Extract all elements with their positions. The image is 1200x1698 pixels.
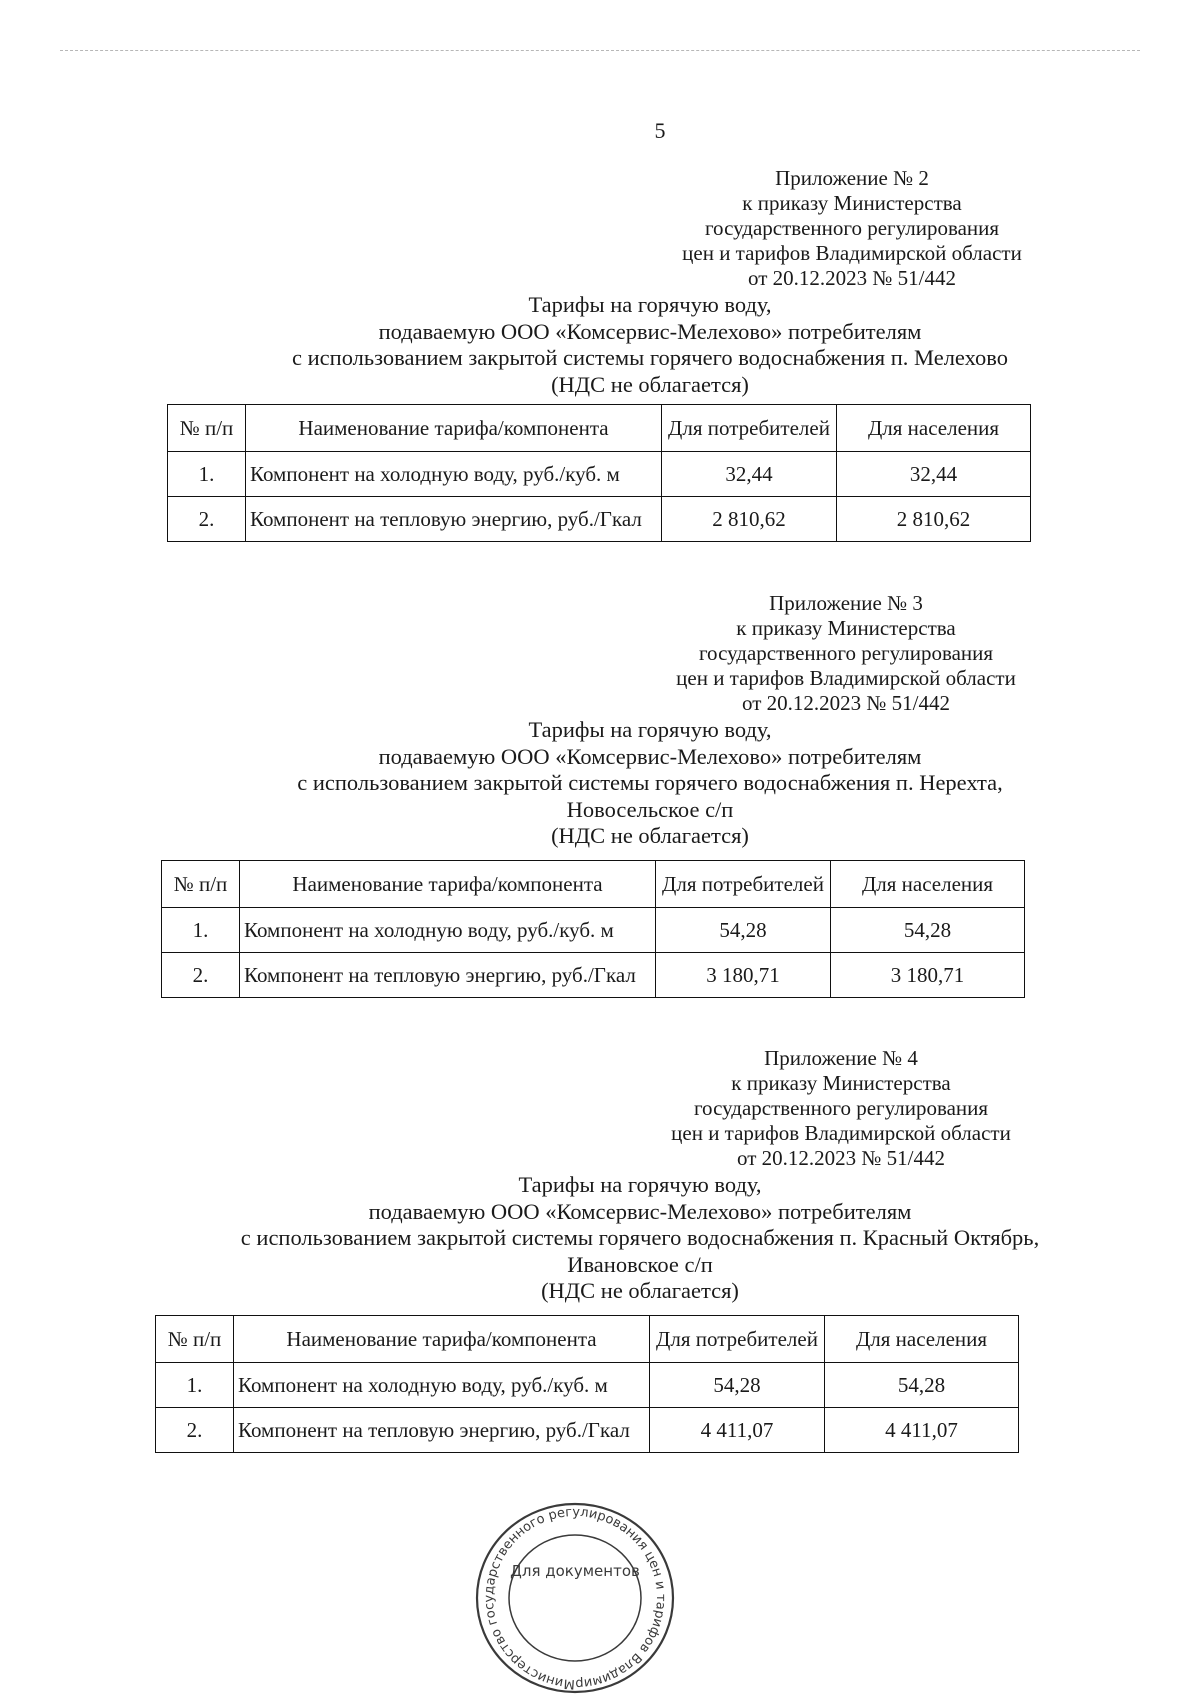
row-name: Компонент на холодную воду, руб./куб. м bbox=[234, 1363, 650, 1408]
row-consumers-value: 2 810,62 bbox=[662, 497, 837, 542]
title-line: Тарифы на горячую воду, bbox=[528, 292, 772, 317]
col-header-name: Наименование тарифа/компонента bbox=[240, 861, 656, 908]
table-row bbox=[162, 953, 1025, 998]
table-row bbox=[168, 497, 1031, 542]
page-number: 5 bbox=[654, 118, 666, 143]
col-header-name: Наименование тарифа/компонента bbox=[246, 405, 662, 452]
title-line: Новосельское с/п bbox=[566, 796, 734, 822]
title-line: (НДС не облагается) bbox=[551, 823, 749, 848]
row-population-value: 2 810,62 bbox=[837, 497, 1031, 542]
tariff-table-nerekhta bbox=[161, 860, 1025, 998]
appendix-line: к приказу Министерства bbox=[742, 191, 962, 215]
tariff-table-melekhovo bbox=[167, 404, 1031, 542]
row-consumers-value: 54,28 bbox=[656, 908, 831, 953]
appendix-line: государственного регулирования bbox=[693, 1096, 989, 1120]
title-line: Тарифы на горячую воду, bbox=[528, 717, 772, 742]
appendix-line: цен и тарифов Владимирской области bbox=[682, 241, 1022, 265]
title-line: Тарифы на горячую воду, bbox=[518, 1172, 762, 1197]
appendix-line: Приложение № 2 bbox=[775, 166, 929, 190]
table-header-row bbox=[162, 861, 1025, 908]
row-name: Компонент на холодную воду, руб./куб. м bbox=[240, 908, 656, 953]
appendix-2-header bbox=[672, 166, 1032, 291]
row-population-value: 32,44 bbox=[837, 452, 1031, 497]
col-header-population: Для населения bbox=[825, 1316, 1019, 1363]
row-name: Компонент на тепловую энергию, руб./Гкал bbox=[234, 1408, 650, 1453]
row-name: Компонент на тепловую энергию, руб./Гкал bbox=[240, 953, 656, 998]
col-header-consumers: Для потребителей bbox=[662, 405, 837, 452]
table-row bbox=[162, 908, 1025, 953]
seal-outer-text: Министерство государственного регулирования цен и тарифов Владимир bbox=[481, 1504, 669, 1692]
row-number: 2. bbox=[162, 953, 240, 998]
table-header-row bbox=[168, 405, 1031, 452]
row-consumers-value: 32,44 bbox=[662, 452, 837, 497]
row-consumers-value: 3 180,71 bbox=[656, 953, 831, 998]
appendix-line: от 20.12.2023 № 51/442 bbox=[747, 266, 957, 290]
tariff-table-krasny-oktyabr bbox=[155, 1315, 1019, 1453]
title-line: (НДС не облагается) bbox=[541, 1278, 739, 1303]
appendix-line: цен и тарифов Владимирской области bbox=[676, 666, 1016, 690]
appendix-3-header bbox=[666, 591, 1026, 716]
row-consumers-value: 54,28 bbox=[650, 1363, 825, 1408]
table-row bbox=[168, 452, 1031, 497]
appendix-line: к приказу Министерства bbox=[731, 1071, 951, 1095]
col-header-consumers: Для потребителей bbox=[650, 1316, 825, 1363]
appendix-4-header bbox=[661, 1046, 1021, 1171]
col-header-number: № п/п bbox=[162, 861, 240, 908]
row-number: 1. bbox=[156, 1363, 234, 1408]
title-line: (НДС не облагается) bbox=[551, 371, 749, 397]
title-line: Ивановское с/п bbox=[567, 1251, 713, 1277]
appendix-line: от 20.12.2023 № 51/442 bbox=[741, 691, 951, 715]
round-seal-stamp bbox=[470, 1498, 680, 1698]
title-line: подаваемую ООО «Комсервис-Мелехово» потребителям bbox=[378, 743, 922, 769]
scan-edge-line bbox=[60, 50, 1140, 51]
title-line: подаваемую ООО «Комсервис-Мелехово» потребителям bbox=[368, 1198, 912, 1224]
appendix-line: к приказу Министерства bbox=[736, 616, 956, 640]
row-population-value: 4 411,07 bbox=[825, 1408, 1019, 1453]
row-name: Компонент на холодную воду, руб./куб. м bbox=[246, 452, 662, 497]
col-header-consumers: Для потребителей bbox=[656, 861, 831, 908]
appendix-line: Приложение № 3 bbox=[769, 591, 923, 615]
row-population-value: 3 180,71 bbox=[831, 953, 1025, 998]
tariff-title-krasny-oktyabr bbox=[0, 1172, 1200, 1305]
seal-outer-ring bbox=[477, 1504, 673, 1692]
appendix-line: от 20.12.2023 № 51/442 bbox=[736, 1146, 946, 1170]
title-line: с использованием закрытой системы горячего водоснабжения п. Красный Октябрь, bbox=[240, 1225, 1040, 1250]
appendix-line: государственного регулирования bbox=[704, 216, 1000, 240]
row-number: 1. bbox=[162, 908, 240, 953]
row-name: Компонент на тепловую энергию, руб./Гкал bbox=[246, 497, 662, 542]
title-line: с использованием закрытой системы горячего водоснабжения п. Нерехта, bbox=[297, 770, 1003, 795]
tariff-title-melekhovo bbox=[0, 292, 1200, 398]
appendix-line: государственного регулирования bbox=[698, 641, 994, 665]
title-line: подаваемую ООО «Комсервис-Мелехово» потребителям bbox=[378, 318, 922, 344]
table-header-row bbox=[156, 1316, 1019, 1363]
seal-inner-text: Для документов bbox=[510, 1562, 640, 1580]
row-number: 2. bbox=[156, 1408, 234, 1453]
table-row bbox=[156, 1408, 1019, 1453]
appendix-line: цен и тарифов Владимирской области bbox=[671, 1121, 1011, 1145]
row-number: 1. bbox=[168, 452, 246, 497]
seal-inner-ring bbox=[509, 1535, 641, 1661]
col-header-population: Для населения bbox=[831, 861, 1025, 908]
table-row bbox=[156, 1363, 1019, 1408]
col-header-population: Для населения bbox=[837, 405, 1031, 452]
row-consumers-value: 4 411,07 bbox=[650, 1408, 825, 1453]
row-population-value: 54,28 bbox=[825, 1363, 1019, 1408]
appendix-line: Приложение № 4 bbox=[764, 1046, 918, 1070]
title-line: с использованием закрытой системы горячего водоснабжения п. Мелехово bbox=[292, 345, 1008, 370]
col-header-name: Наименование тарифа/компонента bbox=[234, 1316, 650, 1363]
row-number: 2. bbox=[168, 497, 246, 542]
col-header-number: № п/п bbox=[168, 405, 246, 452]
tariff-title-nerekhta bbox=[0, 717, 1200, 850]
row-population-value: 54,28 bbox=[831, 908, 1025, 953]
col-header-number: № п/п bbox=[156, 1316, 234, 1363]
